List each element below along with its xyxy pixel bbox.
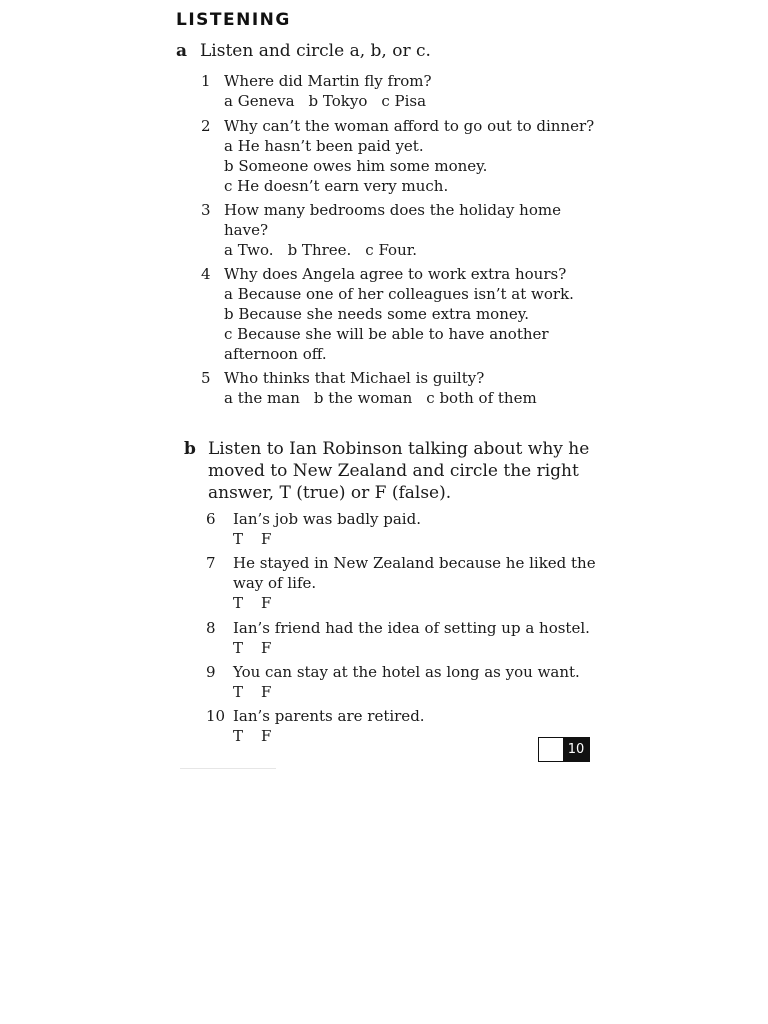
question-text: Why does Angela agree to work extra hours?: [224, 265, 567, 283]
section-b-instruction-line-1: Listen to Ian Robinson talking about why he: [208, 439, 590, 459]
option-true[interactable]: T: [233, 727, 244, 745]
statement-text: Ian’s friend had the idea of setting up a hostel.: [233, 619, 590, 637]
answer-option-c[interactable]: c both of them: [426, 389, 537, 407]
question-text: Where did Martin fly from?: [224, 72, 432, 90]
statement-number: 6: [206, 510, 216, 528]
option-false[interactable]: F: [261, 683, 272, 701]
section-a-instruction: [176, 40, 431, 62]
score-box: [538, 737, 590, 762]
statement-number: 10: [206, 707, 226, 725]
answer-option-b[interactable]: b Tokyo: [308, 92, 368, 110]
question-number: 4: [201, 265, 211, 283]
statement-7: [206, 553, 606, 613]
answer-option-c-continuation: afternoon off.: [224, 345, 327, 363]
option-true[interactable]: T: [233, 683, 244, 701]
statement-6: [206, 509, 606, 549]
answer-option-b[interactable]: b Someone owes him some money.: [224, 157, 488, 175]
question-number: 3: [201, 201, 211, 219]
statement-text: You can stay at the hotel as long as you want.: [233, 663, 580, 681]
section-a-letter: a: [176, 41, 188, 61]
option-false[interactable]: F: [261, 639, 272, 657]
option-true[interactable]: T: [233, 594, 244, 612]
option-true[interactable]: T: [233, 639, 244, 657]
answer-options: [201, 388, 601, 408]
section-b-instruction-line-3: answer, T (true) or F (false).: [208, 483, 452, 503]
answer-options: [201, 91, 601, 111]
section-a-instruction-text: Listen and circle a, b, or c.: [200, 41, 431, 61]
question-text: Why can’t the woman afford to go out to dinner?: [224, 117, 595, 135]
section-b-letter: b: [184, 439, 196, 459]
answer-option-b[interactable]: b Three.: [287, 241, 352, 259]
question-5: [201, 368, 601, 408]
statement-number: 9: [206, 663, 216, 681]
section-b-instruction: [184, 438, 604, 504]
statement-8: [206, 618, 606, 658]
answer-option-b[interactable]: b Because she needs some extra money.: [224, 305, 529, 323]
question-number: 1: [201, 72, 211, 90]
answer-option-c[interactable]: c He doesn’t earn very much.: [224, 177, 449, 195]
option-false[interactable]: F: [261, 594, 272, 612]
question-number: 2: [201, 117, 211, 135]
true-false-options: [206, 529, 606, 549]
answer-option-c[interactable]: c Because she will be able to have another: [224, 325, 549, 343]
question-text: Who thinks that Michael is guilty?: [224, 369, 485, 387]
answer-option-a[interactable]: a Because one of her colleagues isn’t at work.: [224, 285, 574, 303]
statement-text: Ian’s job was badly paid.: [233, 510, 421, 528]
option-false[interactable]: F: [261, 727, 272, 745]
question-2: [201, 116, 601, 196]
true-false-options: [206, 638, 606, 658]
statement-number: 8: [206, 619, 216, 637]
statement-text-line-1: He stayed in New Zealand because he liked the: [233, 554, 596, 572]
question-number: 5: [201, 369, 211, 387]
score-entry-field[interactable]: [539, 738, 563, 761]
option-true[interactable]: T: [233, 530, 244, 548]
option-false[interactable]: F: [261, 530, 272, 548]
true-false-options: [206, 593, 606, 613]
answer-option-b[interactable]: b the woman: [313, 389, 413, 407]
question-3: [201, 200, 601, 260]
answer-option-a[interactable]: a Geneva: [224, 92, 295, 110]
statement-text-line-2: way of life.: [233, 574, 317, 592]
statement-text: Ian’s parents are retired.: [233, 707, 425, 725]
answer-option-a[interactable]: a the man: [224, 389, 300, 407]
section-heading: LISTENING: [176, 10, 291, 30]
score-total: 10: [563, 738, 589, 761]
answer-options: [201, 240, 601, 260]
answer-option-a[interactable]: a He hasn’t been paid yet.: [224, 137, 424, 155]
answer-option-c[interactable]: c Pisa: [381, 92, 427, 110]
answer-option-a[interactable]: a Two.: [224, 241, 274, 259]
section-b-instruction-line-2: moved to New Zealand and circle the right: [208, 461, 579, 481]
question-text-line-1: How many bedrooms does the holiday home: [224, 201, 561, 219]
divider: [180, 768, 276, 769]
statement-number: 7: [206, 554, 216, 572]
question-text-line-2: have?: [224, 221, 268, 239]
question-1: [201, 71, 601, 111]
answer-option-c[interactable]: c Four.: [365, 241, 418, 259]
true-false-options: [206, 682, 606, 702]
statement-9: [206, 662, 606, 702]
question-4: [201, 264, 601, 364]
